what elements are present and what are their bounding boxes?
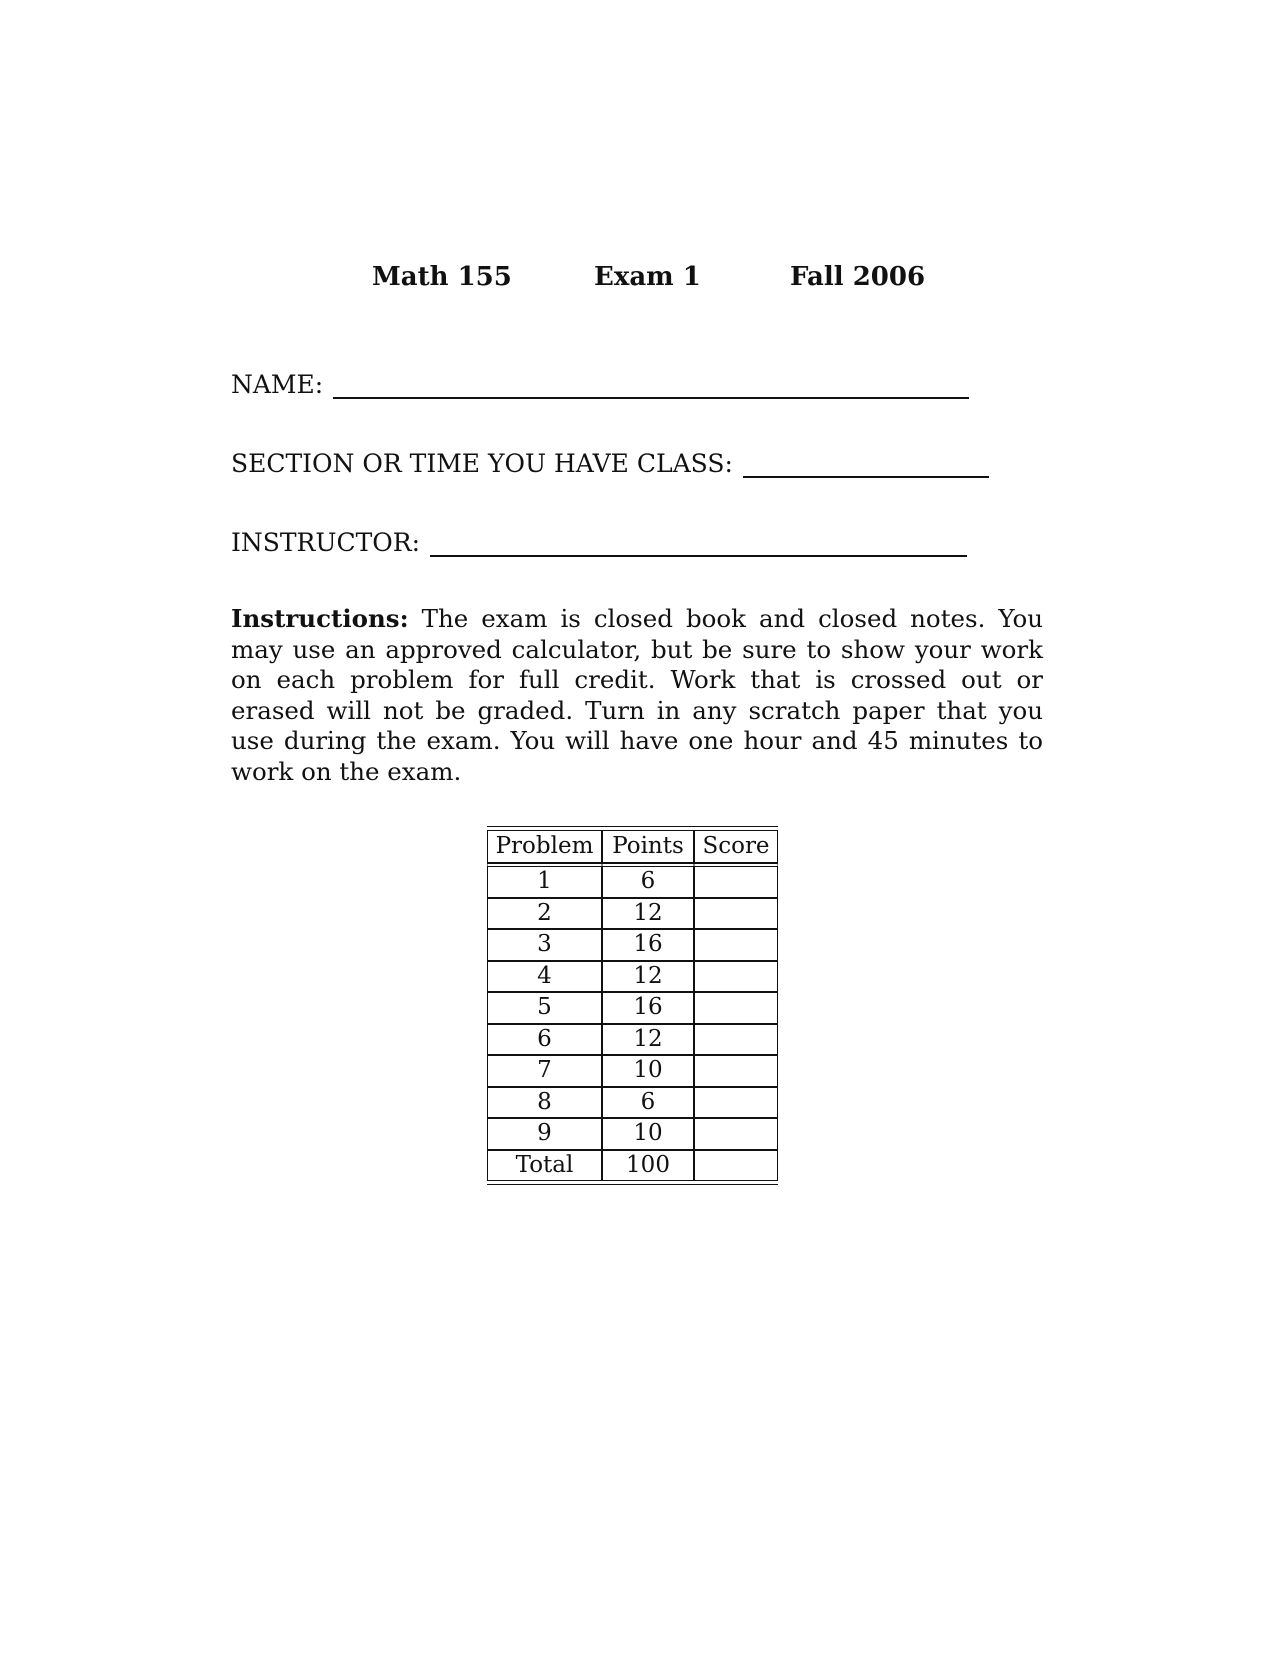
- total-label-cell: Total: [487, 1150, 602, 1182]
- points-cell: 6: [602, 863, 694, 898]
- problem-cell: 1: [487, 863, 602, 898]
- score-cell[interactable]: [694, 1024, 778, 1056]
- course-title: Math 155: [372, 262, 512, 292]
- section-label: SECTION OR TIME YOU HAVE CLASS:: [231, 449, 733, 478]
- total-points-cell: 100: [602, 1150, 694, 1182]
- table-row: [487, 898, 778, 930]
- score-cell[interactable]: [694, 1087, 778, 1119]
- header-points: Points: [602, 830, 694, 863]
- problem-cell: 4: [487, 961, 602, 993]
- name-label: NAME:: [231, 370, 324, 399]
- header-problem: Problem: [487, 830, 602, 863]
- score-cell[interactable]: [694, 863, 778, 898]
- name-blank-line[interactable]: [333, 371, 969, 399]
- score-table-header-row: [487, 830, 778, 863]
- points-cell: 12: [602, 1024, 694, 1056]
- points-cell: 10: [602, 1055, 694, 1087]
- score-cell[interactable]: [694, 929, 778, 961]
- instructions-lead: Instructions:: [231, 604, 409, 633]
- problem-cell: 3: [487, 929, 602, 961]
- points-cell: 16: [602, 929, 694, 961]
- points-cell: 12: [602, 961, 694, 993]
- name-field: [231, 370, 969, 399]
- score-cell[interactable]: [694, 961, 778, 993]
- instructor-field: [231, 528, 967, 557]
- table-row: [487, 992, 778, 1024]
- table-row: [487, 1118, 778, 1150]
- table-row: [487, 1024, 778, 1056]
- score-cell[interactable]: [694, 992, 778, 1024]
- points-cell: 16: [602, 992, 694, 1024]
- instructor-blank-line[interactable]: [430, 529, 967, 557]
- problem-cell: 9: [487, 1118, 602, 1150]
- problem-cell: 5: [487, 992, 602, 1024]
- problem-cell: 8: [487, 1087, 602, 1119]
- table-row: [487, 1087, 778, 1119]
- points-cell: 10: [602, 1118, 694, 1150]
- table-row: [487, 961, 778, 993]
- instructor-label: INSTRUCTOR:: [231, 528, 420, 557]
- score-cell[interactable]: [694, 1118, 778, 1150]
- score-table: [487, 830, 778, 1181]
- problem-cell: 7: [487, 1055, 602, 1087]
- total-score-cell[interactable]: [694, 1150, 778, 1182]
- section-blank-line[interactable]: [743, 450, 989, 478]
- score-table-container: [487, 826, 778, 1185]
- score-cell[interactable]: [694, 1055, 778, 1087]
- exam-header: [0, 262, 1280, 298]
- table-row: [487, 1055, 778, 1087]
- problem-cell: 6: [487, 1024, 602, 1056]
- table-row-total: [487, 1150, 778, 1182]
- section-field: [231, 449, 989, 478]
- header-score: Score: [694, 830, 778, 863]
- points-cell: 12: [602, 898, 694, 930]
- points-cell: 6: [602, 1087, 694, 1119]
- exam-title: Exam 1: [594, 262, 701, 292]
- instructions-text: The exam is closed book and closed notes. You may use an approved calculator, but be sure to show your work on each problem for full credit. Work that is crossed out or erased will not be graded. Turn in any scratch paper that you use during the exam. You will have one hour and 45 minutes to work on the exam.: [231, 604, 1043, 786]
- instructions-paragraph: [231, 604, 1043, 787]
- table-row: [487, 929, 778, 961]
- problem-cell: 2: [487, 898, 602, 930]
- table-row: [487, 863, 778, 898]
- score-cell[interactable]: [694, 898, 778, 930]
- term-title: Fall 2006: [790, 262, 926, 292]
